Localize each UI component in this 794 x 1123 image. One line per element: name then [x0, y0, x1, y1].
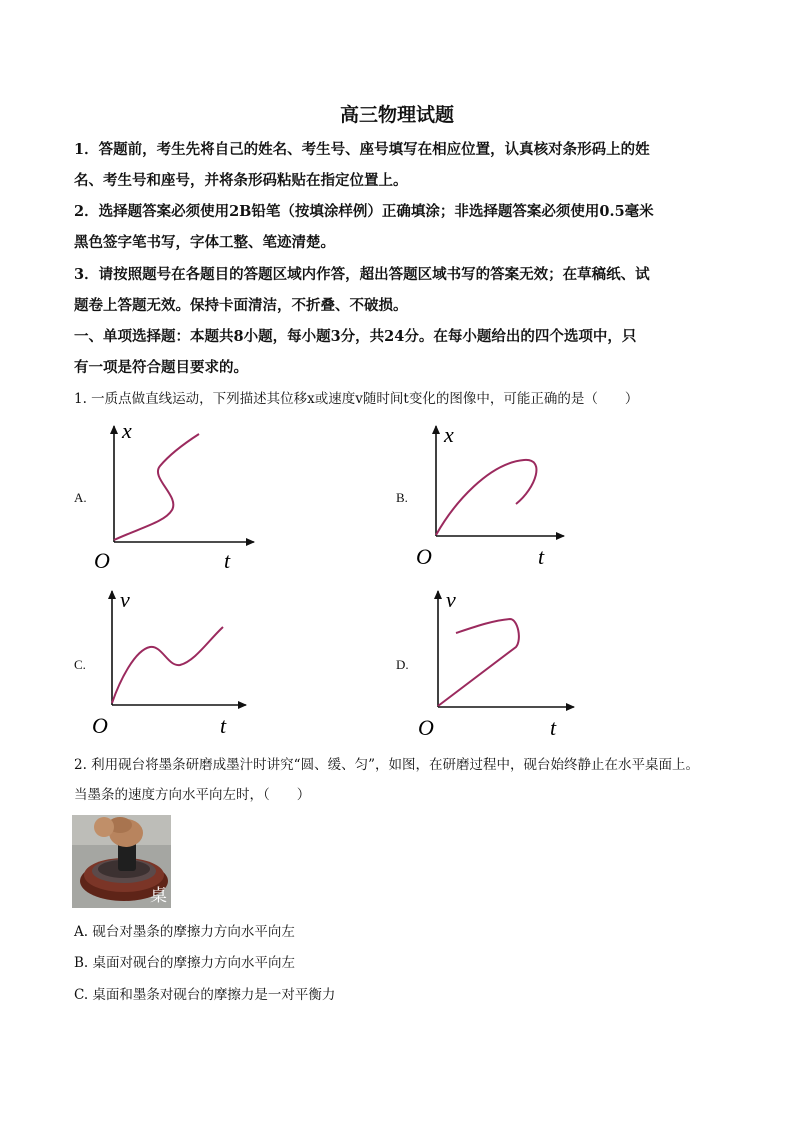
instruction-line: 3．请按照题号在各题目的答题区域内作答，超出答题区域书写的答案无效；在草稿纸、试 — [74, 266, 650, 283]
y-axis-label: x — [122, 418, 132, 443]
x-axis-label: t — [220, 713, 227, 738]
question-2-stem: 2. 利用砚台将墨条研磨成墨汁时讲究“圆、缓、匀”，如图，在研磨过程中，砚台始终静止在水平桌面上。 — [74, 757, 699, 773]
choice-b: B. 桌面对砚台的摩擦力方向水平向左 — [74, 955, 296, 971]
y-axis-label: v — [120, 587, 130, 612]
y-axis-label: x — [444, 422, 454, 447]
page-title: 高三物理试题 — [339, 104, 454, 126]
graph-d — [414, 585, 594, 745]
instruction-line: 黑色签字笔书写，字体工整、笔迹清楚。 — [74, 234, 335, 251]
origin-label: O — [92, 713, 108, 738]
section-heading: 一、单项选择题：本题共8小题，每小题3分，共24分。在每小题给出的四个选项中，只 — [74, 328, 637, 345]
option-d-label: D. — [396, 657, 409, 672]
option-b-label: B. — [396, 490, 408, 505]
photo-label: 桌 — [150, 886, 167, 906]
choice-a: A. 砚台对墨条的摩擦力方向水平向左 — [74, 924, 295, 940]
curve-d — [438, 619, 519, 706]
graph-b — [414, 418, 594, 578]
curve-b — [436, 460, 536, 535]
option-a-label: A. — [74, 490, 87, 505]
choice-c: C. 桌面和墨条对砚台的摩擦力是一对平衡力 — [74, 987, 336, 1003]
section-heading: 有一项是符合题目要求的。 — [74, 359, 248, 376]
inkstone-photo — [72, 815, 171, 908]
instruction-line: 题卷上答题无效。保持卡面清洁，不折叠、不破损。 — [74, 297, 408, 314]
question-1-stem: 1. 一质点做直线运动，下列描述其位移x或速度v随时间t变化的图像中，可能正确的是（ ） — [74, 391, 639, 407]
curve-a — [114, 434, 199, 540]
graph-a — [90, 418, 270, 578]
option-c-label: C. — [74, 657, 86, 672]
x-axis-label: t — [550, 715, 557, 740]
curve-c — [112, 627, 223, 703]
graph-c — [90, 585, 270, 745]
instruction-line: 2．选择题答案必须使用2B铅笔（按填涂样例）正确填涂；非选择题答案必须使用0.5毫米 — [74, 203, 654, 220]
origin-label: O — [94, 548, 110, 573]
origin-label: O — [416, 544, 432, 569]
x-axis-label: t — [538, 544, 545, 569]
x-axis-label: t — [224, 548, 231, 573]
instruction-line: 名、考生号和座号，并将条形码粘贴在指定位置上。 — [74, 172, 408, 189]
question-2-stem: 当墨条的速度方向水平向左时，（ ） — [74, 787, 311, 803]
y-axis-label: v — [446, 587, 456, 612]
instruction-line: 1．答题前，考生先将自己的姓名、考生号、座号填写在相应位置，认真核对条形码上的姓 — [74, 141, 650, 158]
origin-label: O — [418, 715, 434, 740]
